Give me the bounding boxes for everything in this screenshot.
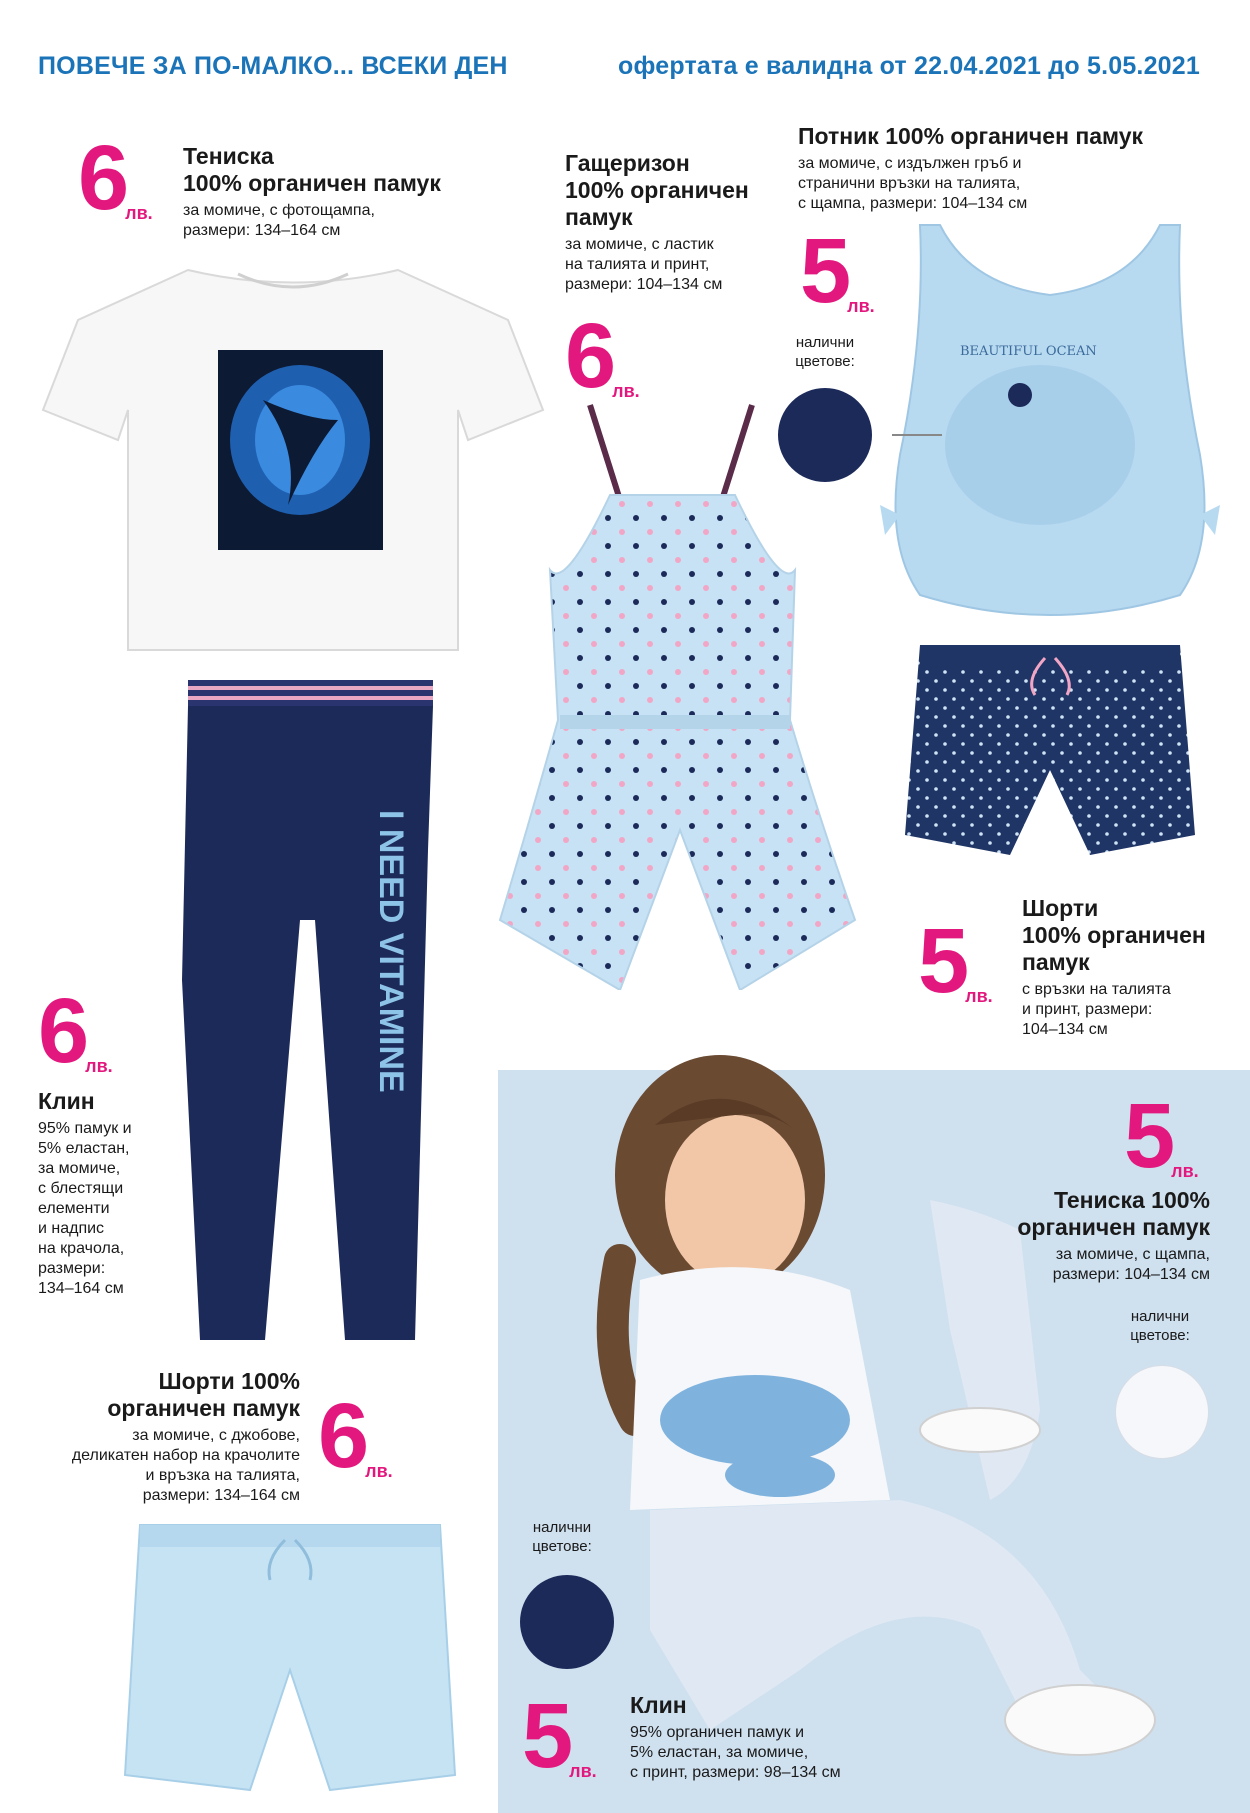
jumpsuit-image [490,400,870,990]
swatch-connector-line [892,434,942,436]
navy-leggings-image [160,680,460,1345]
svg-text:BEAUTIFUL OCEAN: BEAUTIFUL OCEAN [960,344,1097,359]
jumpsuit-title-2: 100% органичен [565,177,749,203]
shorts-light-desc-1: за момиче, с джобове, [132,1427,300,1444]
jumpsuit-price: 6 лв. [565,305,640,407]
leggings-navy-desc-2: 5% еластан, [38,1140,130,1157]
leggings-navy-desc-8: размери: [38,1260,106,1277]
shorts-light-info [72,1368,300,1506]
shorts-light-title-2: органичен памук [107,1395,300,1421]
shorts-dots-title-2: 100% органичен [1022,922,1206,948]
navy-shorts-image [895,640,1205,875]
leggings-navy-desc-1: 95% памук и [38,1120,132,1137]
tshirt-girl-title-1: Тениска 100% [1053,1187,1210,1213]
leggings-print-text: I NEED VITAMINE [372,810,410,1093]
tshirt-girl-info [1017,1187,1210,1285]
leggings-navy-desc-4: с блестящи [38,1180,124,1197]
header-validity-dates: офертата е валидна от 22.04.2021 до 5.05.2021 [618,52,1200,80]
tshirt-girl-desc-1: за момиче, с щампа, [1055,1246,1210,1263]
leggings-navy-desc-9: 134–164 см [38,1280,124,1297]
shorts-dots-info [1022,895,1206,1040]
tshirt-girl-desc-2: размери: 104–134 см [1052,1266,1210,1283]
tshirt-white-title-2: 100% органичен памук [183,170,441,196]
leggings-navy-info [38,1088,132,1299]
shorts-light-desc-4: размери: 134–164 см [142,1487,300,1504]
leggings-navy-desc-5: елементи [38,1200,110,1217]
shorts-dots-title-3: памук [1022,949,1090,975]
shorts-dots-title-1: Шорти [1022,895,1099,921]
shorts-light-desc-2: деликатен набор на крачолите [71,1447,300,1464]
jumpsuit-desc-3: размери: 104–134 см [565,276,723,293]
leggings-print-desc-2: 5% еластан, за момиче, [630,1744,809,1761]
tank-top-desc-3: с щампа, размери: 104–134 см [798,195,1028,212]
leggings-navy-title: Клин [38,1088,95,1114]
tank-top-image [880,215,1220,625]
jumpsuit-title-1: Гащеризон [565,150,690,176]
leggings-navy-desc-3: за момиче, [38,1160,121,1177]
jumpsuit-desc-2: на талията и принт, [565,256,710,273]
girl-photo-image [560,1030,1200,1800]
jumpsuit-title-3: памук [565,204,633,230]
leggings-print-price: 5 лв. [522,1685,597,1787]
shorts-dots-price: 5 лв. [918,910,993,1012]
leggings-print-title: Клин [630,1692,687,1718]
shorts-dots-desc-1: с връзки на талията [1022,981,1171,998]
tank-top-desc-1: за момиче, с издължен гръб и [798,155,1022,172]
tank-top-price: 5 лв. [800,220,875,322]
tshirt-girl-title-2: органичен памук [1017,1214,1210,1240]
tshirt-white-price: 6 лв. [78,127,153,229]
leggings-print-desc-1: 95% органичен памук и [630,1724,805,1741]
tshirt-white-desc-1: за момиче, с фотощампа, [183,202,375,219]
leggings-print-colors-label: налични цветове: [532,1519,592,1555]
tshirt-girl-price: 5 лв. [1124,1085,1199,1187]
white-tshirt-image [38,250,548,670]
tshirt-white-title-1: Тениска [183,143,274,169]
leggings-navy-desc-7: на крачола, [38,1240,125,1257]
shorts-dots-desc-3: 104–134 см [1022,1021,1108,1038]
shorts-light-desc-3: и връзка на талията, [145,1467,300,1484]
tank-top-title: Потник 100% органичен памук [798,123,1144,149]
tshirt-white-desc-2: размери: 134–164 см [183,222,341,239]
header-left-title: ПОВЕЧЕ ЗА ПО-МАЛКО... ВСЕКИ ДЕН [38,52,508,80]
light-shorts-image [120,1520,460,1795]
tank-top-info [798,123,1143,214]
shorts-light-price: 6 лв. [318,1385,393,1487]
leggings-print-info [630,1692,841,1783]
tank-top-colors-label: налични цветове: [795,334,855,370]
tank-top-desc-2: странични връзки на талията, [798,175,1021,192]
tank-top-color-swatch-navy[interactable] [778,388,872,482]
tshirt-girl-colors-label: налични цветове: [1130,1308,1190,1344]
tshirt-white-info [183,143,441,241]
shorts-light-title-1: Шорти 100% [158,1368,300,1394]
tshirt-girl-color-swatch-white[interactable] [1115,1365,1209,1459]
leggings-navy-desc-6: и надпис [38,1220,105,1237]
shorts-dots-desc-2: и принт, размери: [1022,1001,1153,1018]
leggings-navy-price: 6 лв. [38,980,113,1082]
leggings-print-color-swatch-navy[interactable] [520,1575,614,1669]
leggings-print-desc-3: с принт, размери: 98–134 см [630,1764,841,1781]
jumpsuit-info [565,150,749,295]
jumpsuit-desc-1: за момиче, с ластик [565,236,714,253]
